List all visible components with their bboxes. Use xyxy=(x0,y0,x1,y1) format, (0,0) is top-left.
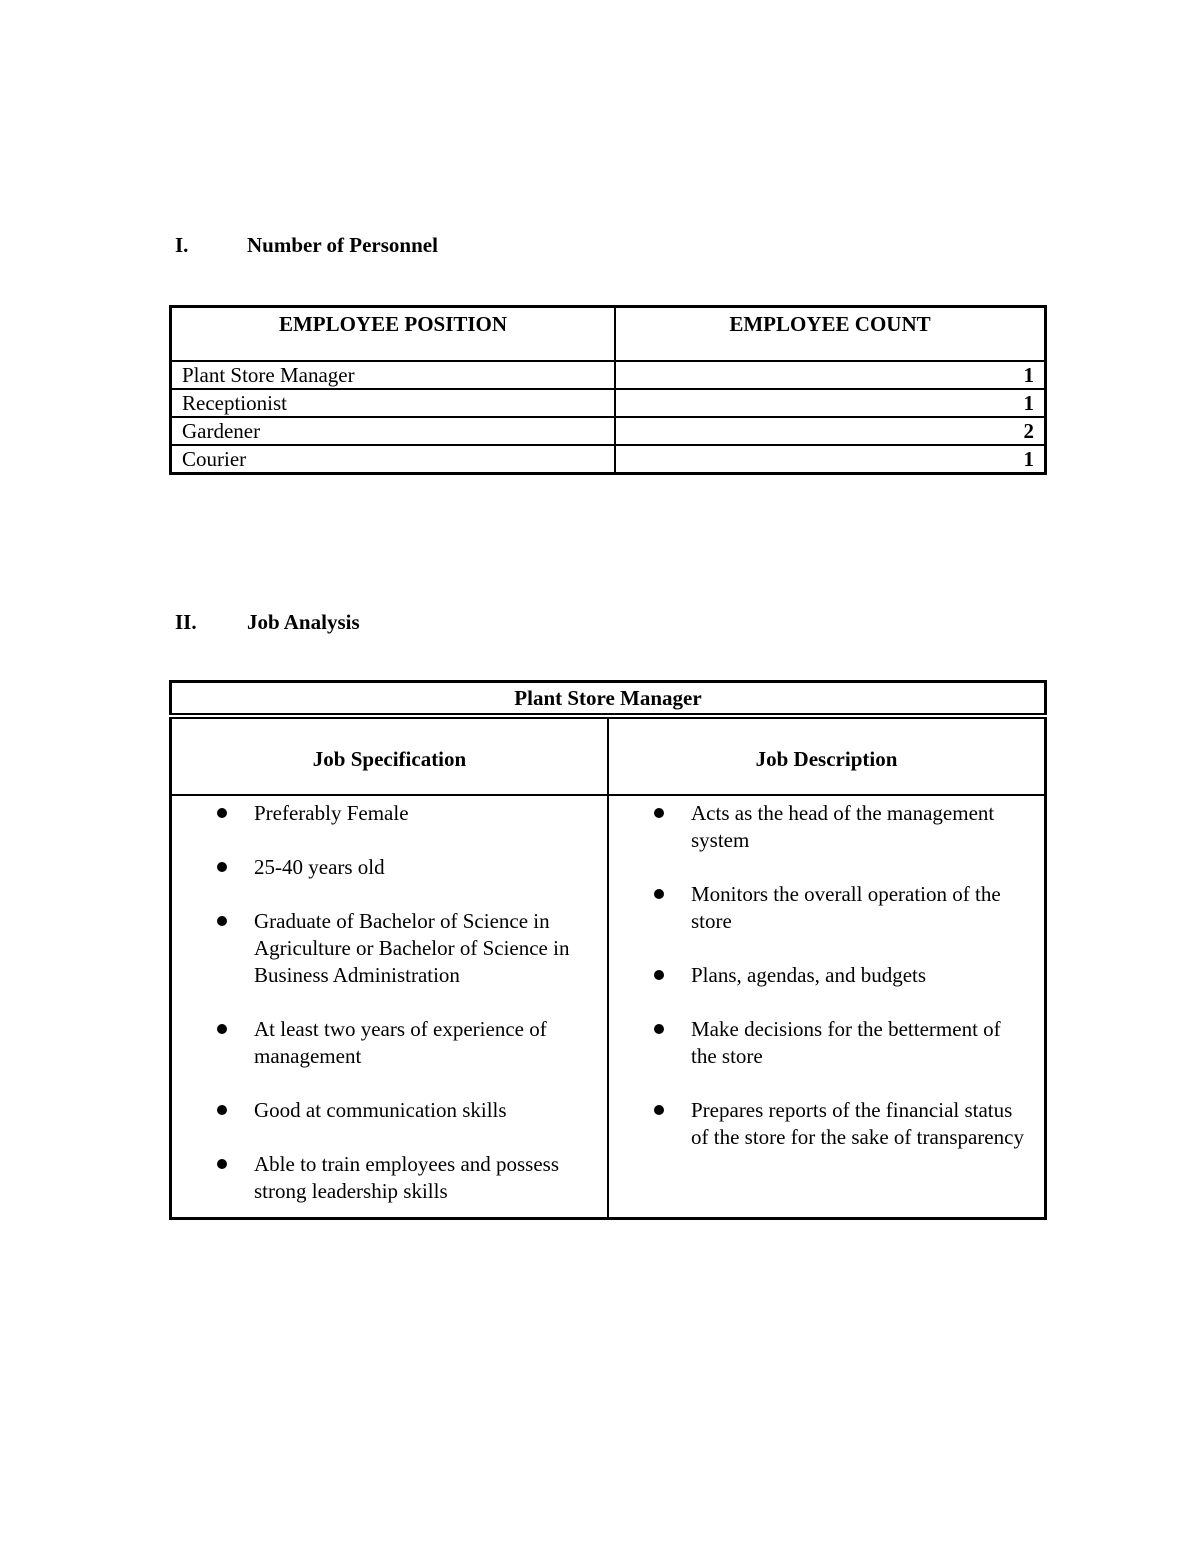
bullet-icon xyxy=(654,808,664,818)
column-header-position: EMPLOYEE POSITION xyxy=(171,307,616,362)
position-cell: Receptionist xyxy=(171,389,616,417)
section-heading-personnel xyxy=(175,233,438,258)
table-row xyxy=(171,361,1046,389)
list-item: Prepares reports of the financial status of the store for the sake of transparency xyxy=(609,1097,1028,1151)
list-item: 25-40 years old xyxy=(172,854,591,881)
job-analysis-table xyxy=(169,680,1047,1220)
list-item: Acts as the head of the management system xyxy=(609,800,1028,854)
bullet-icon xyxy=(217,1024,227,1034)
section-numeral: II. xyxy=(175,610,197,634)
bullet-icon xyxy=(217,1159,227,1169)
table-row xyxy=(171,389,1046,417)
bullet-icon xyxy=(654,889,664,899)
table-row xyxy=(171,445,1046,474)
column-header-count: EMPLOYEE COUNT xyxy=(615,307,1046,362)
position-cell: Gardener xyxy=(171,417,616,445)
job-description-header: Job Description xyxy=(608,716,1046,795)
bullet-icon xyxy=(217,808,227,818)
list-item: Make decisions for the betterment of the store xyxy=(609,1016,1028,1070)
count-cell: 1 xyxy=(615,389,1046,417)
bullet-icon xyxy=(217,916,227,926)
section-heading-job-analysis xyxy=(175,610,360,635)
position-cell: Courier xyxy=(171,445,616,474)
list-item: Good at communication skills xyxy=(172,1097,591,1124)
personnel-table xyxy=(169,305,1047,475)
list-item: Preferably Female xyxy=(172,800,591,827)
list-item: Graduate of Bachelor of Science in Agriculture or Bachelor of Science in Business Administration xyxy=(172,908,591,989)
section-title: Number of Personnel xyxy=(247,233,438,257)
job-title-cell: Plant Store Manager xyxy=(171,682,1046,717)
job-specification-list-cell xyxy=(171,795,609,1219)
count-cell: 1 xyxy=(615,445,1046,474)
job-description-list xyxy=(609,800,1028,1151)
bullet-icon xyxy=(217,862,227,872)
count-cell: 2 xyxy=(615,417,1046,445)
list-item: Able to train employees and possess strong leadership skills xyxy=(172,1151,591,1205)
bullet-icon xyxy=(654,970,664,980)
list-item: At least two years of experience of management xyxy=(172,1016,591,1070)
section-title: Job Analysis xyxy=(247,610,360,634)
bullet-icon xyxy=(654,1105,664,1115)
job-specification-header: Job Specification xyxy=(171,716,609,795)
section-numeral: I. xyxy=(175,233,189,257)
table-header-row xyxy=(171,307,1046,362)
table-row xyxy=(171,417,1046,445)
position-cell: Plant Store Manager xyxy=(171,361,616,389)
job-specification-list xyxy=(172,800,591,1205)
bullet-icon xyxy=(654,1024,664,1034)
list-item: Plans, agendas, and budgets xyxy=(609,962,1028,989)
list-item: Monitors the overall operation of the store xyxy=(609,881,1028,935)
count-cell: 1 xyxy=(615,361,1046,389)
job-description-list-cell xyxy=(608,795,1046,1219)
bullet-icon xyxy=(217,1105,227,1115)
